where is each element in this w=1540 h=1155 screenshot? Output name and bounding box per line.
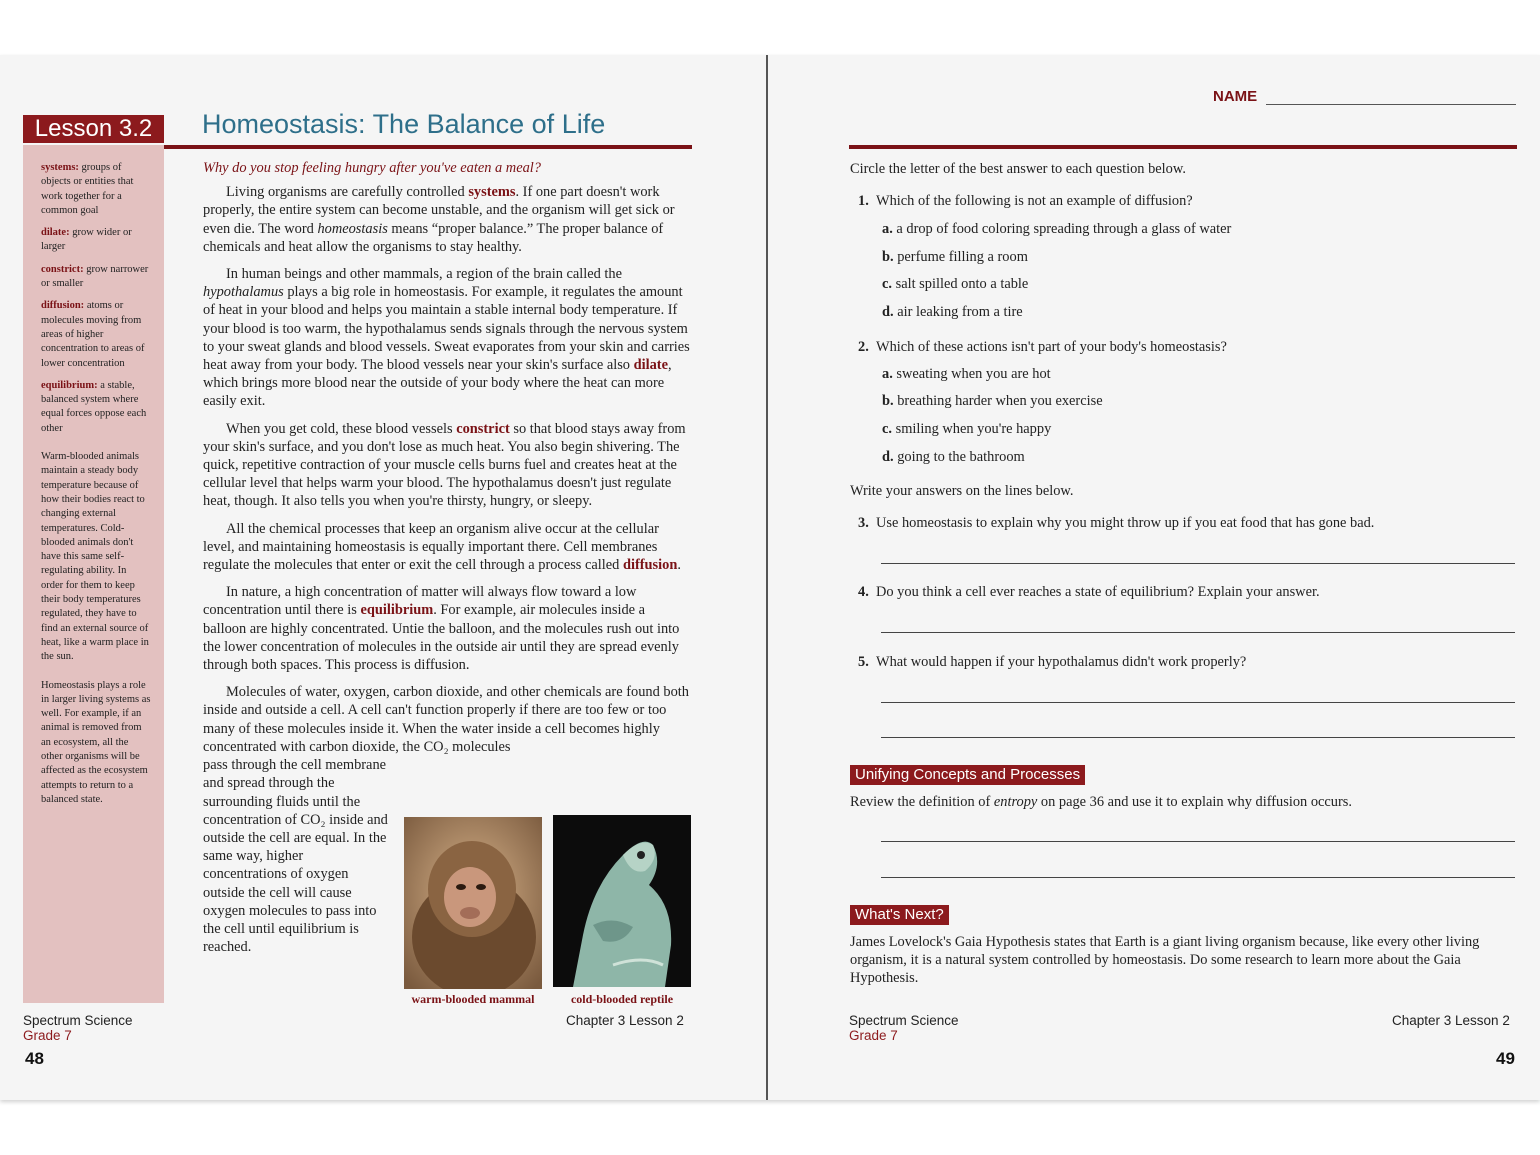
lead-question: Why do you stop feeling hungry after you've eaten a meal? — [203, 160, 541, 176]
paragraph: When you get cold, these blood vessels constrict so that blood stays away from your skin's surface, and you don't lose as much heat. You also begin shivering. The quick, repetitive contraction of your muscle cells burns fuel and creates heat at the cellular level that helps warm your blood. The hypothalamus doesn't just regulate heat, though. It also tells you when you're thirsty, hungry, or sleepy. — [203, 420, 686, 510]
answer-line[interactable] — [881, 632, 1515, 633]
reptile-photo — [553, 815, 691, 987]
lesson-badge: Lesson 3.2 — [23, 115, 164, 143]
option[interactable]: a. sweating when you are hot — [882, 366, 1051, 382]
option[interactable]: d. air leaking from a tire — [882, 304, 1023, 320]
footer-book: Spectrum Science Grade 7 — [23, 1013, 133, 1043]
sidebar-note: Warm-blooded animals maintain a steady body temperature because of how their bodies react to changing external temperatures. Cold-blooded animals don't have this same self-regulating ability. In order for them to keep their body temperatures regulated, they have to find an external source of heat, like a warm place in the sun. — [41, 451, 149, 663]
title-rule — [164, 145, 692, 149]
reptile-caption: cold-blooded reptile — [570, 992, 674, 1006]
question-4: 4. Do you think a cell ever reaches a state of equilibrium? Explain your answer. — [858, 584, 1320, 600]
mammal-caption: warm-blooded mammal — [411, 992, 535, 1006]
glossary-entry: equilibrium: a stable, balanced system where equal forces oppose each other — [41, 379, 147, 434]
option[interactable]: c. salt spilled onto a table — [882, 276, 1029, 292]
option[interactable]: b. perfume filling a room — [882, 249, 1028, 265]
paragraph: In nature, a high concentration of matter will always flow toward a low concentration until there is equilibrium. For example, air molecules inside a balloon are highly concentrated. Untie the balloon, and the molecules rush out into the lower concentration of molecules in the outside air until they are spread evenly through both spaces. This process is diffusion. — [203, 584, 680, 674]
page-gutter — [766, 55, 768, 1100]
book-spread — [0, 55, 1540, 1100]
paragraph: Molecules of water, oxygen, carbon dioxide, and other chemicals are found both inside and outside a cell. A cell can't function properly if there are too few or too many of these molecules inside it. When the water inside a cell becomes highly concentrated with carbon dioxide, the CO₂ molecules — [203, 684, 689, 755]
glossary-entry: diffusion: atoms or molecules moving from areas of higher concentration to areas of lower concentration — [41, 300, 145, 369]
question-5: 5. What would happen if your hypothalamus didn't work properly? — [858, 654, 1247, 670]
unifying-concepts-text: Review the definition of entropy on page 36 and use it to explain why diffusion occurs. — [850, 794, 1352, 810]
paragraph: All the chemical processes that keep an organism alive occur at the cellular level, and maintaining homeostasis is equally important there. Cell membranes regulate the molecules that enter or exit the cell through a process called diffusion. — [203, 520, 681, 574]
whats-next-text: James Lovelock's Gaia Hypothesis states that Earth is a giant living organism because, like every other living organism, it is a natural system controlled by homeostasis. Do some research to learn more about the Gaia Hypothesis. — [850, 934, 1480, 987]
monkey-photo — [404, 817, 542, 989]
glossary-entry: constrict: grow narrower or smaller — [41, 263, 149, 290]
glossary-sidebar — [23, 145, 164, 1003]
answer-line[interactable] — [881, 563, 1515, 564]
question-3: 3. Use homeostasis to explain why you might throw up if you eat food that has gone bad. — [858, 515, 1375, 531]
paragraph: Living organisms are carefully controlled systems. If one part doesn't work properly, the entire system can become unstable, and the organism will get sick or even die. The word homeostasis means “proper balance.” The proper balance of chemicals and heat allow the organisms to stay healthy. — [203, 184, 675, 255]
option[interactable]: b. breathing harder when you exercise — [882, 393, 1103, 409]
paragraph: In human beings and other mammals, a region of the brain called the hypothalamus plays a big role in homeostasis. For example, it regulates the amount of heat in your blood and helps you maintain a stable internal body temperature. If your blood is too warm, the hypothalamus sends signals through the nervous system to your sweat glands and blood vessels. Sweat evaporates from your skin and carries heat away from your body. The blood vessels near your skin's surface also dilate, which brings more blood near the outside of your body where the heat can more easily exit. — [203, 266, 690, 410]
title-rule — [849, 145, 1517, 149]
name-line[interactable] — [1266, 104, 1516, 105]
option[interactable]: c. smiling when you're happy — [882, 421, 1052, 437]
unifying-concepts-heading: Unifying Concepts and Processes — [850, 765, 1085, 785]
footer-book: Spectrum Science Grade 7 — [849, 1013, 959, 1043]
whats-next-heading: What's Next? — [850, 905, 949, 925]
glossary-entry: dilate: grow wider or larger — [41, 227, 132, 253]
instructions: Write your answers on the lines below. — [850, 483, 1074, 499]
paragraph-continued: pass through the cell membrane and spread through the surrounding fluids until the concentration of CO₂ inside and outside the cell are equal. In the same way, higher concentrations of oxygen outside the cell will cause oxygen molecules to pass into the cell until equilibrium is reached. — [203, 757, 388, 956]
answer-line[interactable] — [881, 737, 1515, 738]
lesson-title: Homeostasis: The Balance of Life — [202, 109, 606, 139]
page-number: 48 — [25, 1049, 44, 1068]
page-number: 49 — [1496, 1049, 1515, 1068]
answer-line[interactable] — [881, 841, 1515, 842]
footer-chapter: Chapter 3 Lesson 2 — [566, 1013, 684, 1028]
name-label: NAME — [1213, 88, 1258, 105]
instructions: Circle the letter of the best answer to each question below. — [850, 161, 1186, 177]
glossary-entry: systems: groups of objects or entities that work together for a common goal — [41, 162, 134, 216]
question-1: 1. Which of the following is not an example of diffusion? — [858, 193, 1193, 209]
option[interactable]: d. going to the bathroom — [882, 449, 1025, 465]
answer-line[interactable] — [881, 877, 1515, 878]
footer-chapter: Chapter 3 Lesson 2 — [1392, 1013, 1510, 1028]
sidebar-note: Homeostasis plays a role in larger living systems as well. For example, if an animal is removed from an ecosystem, all the other organisms will be affected as the ecosystem attempts to return to a balanced state. — [41, 679, 151, 805]
question-2: 2. Which of these actions isn't part of your body's homeostasis? — [858, 339, 1227, 355]
answer-line[interactable] — [881, 702, 1515, 703]
option[interactable]: a. a drop of food coloring spreading through a glass of water — [882, 221, 1232, 237]
